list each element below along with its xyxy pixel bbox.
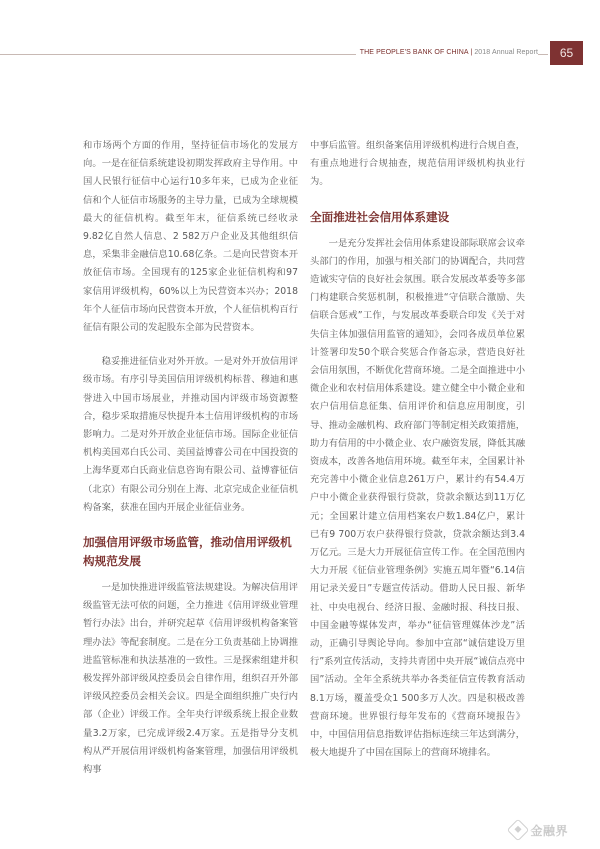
running-title-text: THE PEOPLE'S BANK OF CHINA — [359, 49, 469, 56]
right-paragraph-2: 一是充分发挥社会信用体系建设部际联席会议牵头部门的作用，加强与相关部门的协调配合，共同营造诚实守信的良好社会氛围。联合发展改革委等多部门构建联合奖惩机制，积极推进“守信联合激励、失信联合惩戒”工作，与发展改革委联合印发《关于对失信主体加强信用监管的通知》，会同各成员单位累计签署印发50个联合奖惩合作备忘录，营造良好社会信用氛围，不断优化营商环境。二是全面推进中小微企业和农村信用体系建设。建立健全中小微企业和农户信用信息征集、信用评价和信息应用制度，引导、推动金融机构、政府部门等制定相关政策措施，助力有信用的中小微企业、农户融资发展，降低其融资成本，改善各地信用环境。截至年末，全国累计补充完善中小微企业信息261万户，累计约有54.4万户中小微企业获得银行贷款，贷款余额达到11万亿元；全国累计建立信用档案农户数1.84亿户，累计已有9 700万农户获得银行贷款，贷款余额达到3.4万亿元。三是大力开展征信宣传工作。在全国范围内大力开展《征信业管理条例》实施五周年暨“6.14信用记录关爱日”专题宣传活动。借助人民日报、新华社、中央电视台、经济日报、金融时报、科技日报、中国金融等媒体发声，举办“征信管理媒体沙龙”活动，正确引导舆论导向。参加中宣部“诚信建设万里行”系列宣传活动，支持共青团中央开展“诚信点亮中国”活动。全年全系统共举办各类征信宣传教育活动8.1万场，覆盖受众1 500多万人次。四是积极改善营商环境。世界银行每年发布的《营商环境报告》中，中国信用信息指数评估指标连续三年达到满分，极大地提升了中国在国际上的营商环境排名。 — [310, 237, 525, 759]
left-paragraph-3: 一是加快推进评级监管法规建设。为解决信用评级监管无法可依的问题，全力推进《信用评级业管理暂行办法》出台，并研究起草《信用评级机构备案管理办法》等配套制度。二是在分工负责基础上协调推进监管标准和执法基准的一致性。三是探索组建并积极发挥外部评级风控委员会自律作用，组织召开外部评级风控委员会相关会议。四是全面组织推广央行内部（企业）评级工作。全年央行评级系统上报企业数量3.2万家，已完成评级2.4万家。五是指导分支机构从严开展信用评级机构备案管理，加强信用评级机构事 — [83, 582, 298, 776]
running-title — [356, 49, 538, 56]
section-heading-rating-supervision: 加强信用评级市场监管，推动信用评级机构规范发展 — [83, 535, 292, 569]
section-heading-social-credit: 全面推进社会信用体系建设 — [310, 209, 450, 224]
watermark-logo — [510, 819, 568, 841]
right-column — [310, 137, 525, 763]
right-paragraph-1: 中事后监管。组织备案信用评级机构进行合规自查，有重点地进行合规抽查，规范信用评级机构执业行为。 — [310, 140, 525, 188]
left-column — [83, 137, 298, 779]
running-title-separator: | — [470, 49, 473, 56]
page-header — [0, 40, 600, 66]
left-paragraph-1: 和市场两个方面的作用，坚持征信市场化的发展方向。一是在征信系统建设初期发挥政府主导作用。中国人民银行征信中心运行10多年来，已成为企业征信和个人征信市场服务的主导力量，已成为全球规模最大的征信机构。截至年末，征信系统已经收录9.82亿自然人信息、2 582万户企业及其他组织信息，采集非金融信息10.68亿条。二是向民营资本开放征信市场。全国现有的125家企业征信机构和97家信用评级机构，60%以上为民营资本兴办；2018年个人征信市场向民营资本开放，个人征信机构百行征信有限公司的发起股东全部为民营资本。 — [83, 140, 298, 334]
report-label: 2018 Annual Report — [474, 49, 538, 56]
watermark-text: 金融界 — [530, 823, 568, 838]
left-paragraph-2: 稳妥推进征信业对外开放。一是对外开放信用评级市场。有序引导美国信用评级机构标普、穆迪和惠誉进入中国市场展业，并推动国内评级市场资源整合，稳步采取措施尽快提升本土信用评级机构的市场影响力。二是对外开放企业征信市场。国际企业征信机构美国邓白氏公司、美国益博睿公司在中国投资的上海华夏邓白氏商业信息咨询有限公司、益博睿征信（北京）有限公司分别在上海、北京完成企业征信机构备案，获准在国内开展企业征信业务。 — [83, 356, 298, 513]
watermark-logo-icon — [507, 819, 530, 842]
page-number: 65 — [550, 41, 583, 65]
